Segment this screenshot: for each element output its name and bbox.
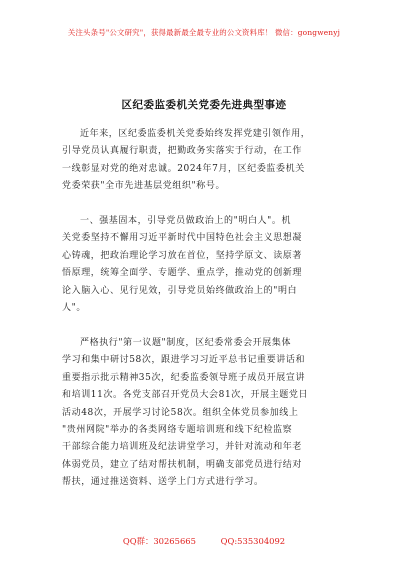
paragraph-first-topic xyxy=(62,335,349,492)
paragraph-section-one xyxy=(62,213,349,317)
text-line: 严格执行"第一议题"制度，区纪委常委会开展集体 xyxy=(80,338,292,348)
text-line: 近年来，区纪委监委机关党委始终发挥党建引领作用， xyxy=(80,129,311,139)
promo-banner: 关注头条号"公文研究"，获得最新最全最专业的公文资料库！ 微信：gongwenyj xyxy=(67,28,341,37)
text-line: 活动48次，开展学习讨论58次。组织全体党员参加线上 xyxy=(62,407,299,418)
qq-group-number: QQ群：30265665 xyxy=(122,536,196,546)
text-line: 重要指示批示精神35次，纪委监委领导班子成员开展宣讲 xyxy=(62,372,306,383)
text-line: 心铸魂，把政治理论学习放在首位，坚持学原文、读原著 xyxy=(62,250,303,261)
text-line: 和培训11次。各党支部召开党员大会81次，开展主题党日 xyxy=(62,390,309,401)
text-line: 人"。 xyxy=(62,303,86,314)
text-line: 党委荣获"全市先进基层党组织"称号。 xyxy=(62,181,226,192)
text-line: "贵州网院"举办的各类网络专题培训班和线下纪检监察 xyxy=(62,425,293,436)
qq-contact-number: QQ:535304092 xyxy=(220,536,286,546)
paragraph-intro xyxy=(62,126,349,196)
text-line: 帮扶，通过推送资料、送学上门方式进行学习。 xyxy=(62,477,264,488)
text-line: 干部综合能力培训班及纪法讲堂学习，并针对流动和年老 xyxy=(62,442,303,453)
text-line: 一、强基固本，引导党员做政治上的"明白人"。机 xyxy=(80,216,292,226)
text-line: 一线彰显对党的绝对忠诚。2024年7月，区纪委监委机关 xyxy=(62,163,305,174)
text-line: 论入脑入心、见行见效，引导党员始终做政治上的"明白 xyxy=(62,285,298,296)
text-line: 学习和集中研讨58次，跟进学习习近平总书记重要讲话和 xyxy=(62,355,306,366)
contact-footer xyxy=(0,535,408,547)
document-title: 区纪委监委机关党委先进典型事迹 xyxy=(121,99,287,111)
text-line: 关党委坚持不懈用习近平新时代中国特色社会主义思想凝 xyxy=(62,233,303,244)
text-line: 悟原理，统筹全面学、专题学、重点学，推动党的创新理 xyxy=(62,268,303,279)
text-line: 引导党员认真履行职责，把勤政务实落实于行动，在工作 xyxy=(62,146,303,157)
text-line: 体弱党员，建立了结对帮扶机制，明确支部党员进行结对 xyxy=(62,459,303,470)
